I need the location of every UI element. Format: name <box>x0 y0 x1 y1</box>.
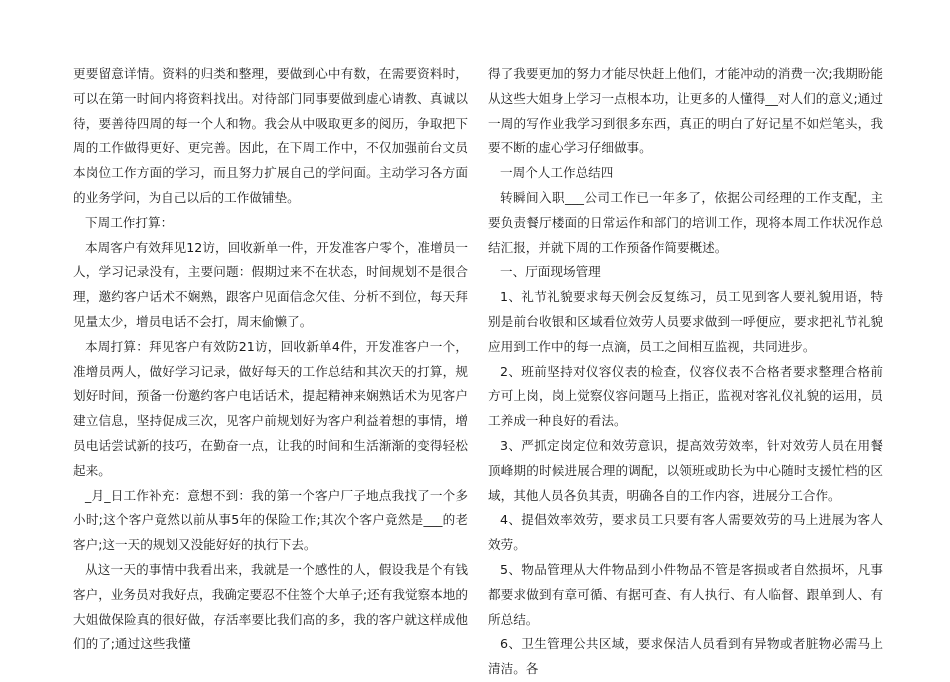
paragraph: _月_日工作补充：意想不到：我的第一个客户厂子地点我找了一个多小时;这个客户竟然以前从事5年的保险工作;其次个客户竟然是___的老客户;这一天的规划又没能好好的执行下去。 <box>73 487 468 553</box>
paragraph: 从这一天的事情中我看出来，我就是一个感性的人，假设我是个有钱客户，业务员对我好点，我确定要忍不住签个大单子;还有我觉察本地的大姐做保险真的很好做，存活率要比我们高的多，我的客户就这样成他们的了;通过这些我懂 <box>73 561 468 652</box>
list-item: 6、卫生管理公共区域，要求保洁人员看到有异物或者脏物必需马上清洁。各 <box>488 636 883 677</box>
list-item: 5、物品管理从大件物品到小件物品不管是客损或者自然损坏，凡事都要求做到有章可循、有据可查、有人执行、有人临督、跟单到人、有所总结。 <box>488 561 883 627</box>
paragraph: 更要留意详情。资料的归类和整理，要做到心中有数，在需要资料时，可以在第一时间内将资料找出。对待部门同事要做到虚心请教、真诚以待，要善待四周的每一个人和物。我会从中吸取更多的阅历，争取把下周的工作做得更好、更完善。因此，在下周工作中，不仅加强前台文员本岗位工作方面的学习，而且努力扩展自己的学问面。主动学习各方面的业务学问，为自己以后的工作做铺垫。 <box>73 66 468 205</box>
list-item: 4、提倡效率效劳，要求员工只要有客人需要效劳的马上进展为客人效劳。 <box>488 512 883 553</box>
paragraph: 下周工作打算： <box>85 214 174 230</box>
list-item: 2、班前坚持对仪容仪表的检查，仪容仪表不合格者要求整理合格前方可上岗，岗上觉察仪容问题马上指正，监视对客礼仪礼貌的运用，员工养成一种良好的看法。 <box>488 363 883 429</box>
paragraph: 得了我要更加的努力才能尽快赶上他们，才能冲动的消费一次;我期盼能从这些大姐身上学习一点根本功，让更多的人懂得__对人们的意义;通过一周的写作业我学习到很多东西，真正的明白了好记星不如烂笔头，我要不断的虚心学习仔细做事。 <box>488 66 883 156</box>
section-heading: 一周个人工作总结四 <box>500 165 614 181</box>
list-item: 3、严抓定岗定位和效劳意识，提高效劳效率，针对效劳人员在用餐顶峰期的时候进展合理的调配，以领班或助长为中心随时支援忙档的区域，其他人员各负其责，明确各自的工作内容，进展分工合作。 <box>488 437 883 503</box>
left-column <box>73 62 468 657</box>
paragraph: 转瞬间入职___公司工作已一年多了，依据公司经理的工作支配，主要负责餐厅楼面的日常运作和部门的培训工作，现将本周工作状况作总结汇报，并就下周的工作预备作简要概述。 <box>488 189 883 255</box>
paragraph: 本周打算：拜见客户有效防21访，回收新单4件，开发准客户一个，准增员两人，做好学习记录，做好每天的工作总结和其次天的打算，规划好时间，预备一份邀约客户电话话术，提起精神来娴熟话术为见客户建立信息，坚持促成三次，见客户前规划好为客户利益着想的事情，增员电话尝试新的技巧，在勤奋一点，让我的时间和生活渐渐的变得轻松起来。 <box>73 338 468 478</box>
right-column <box>488 62 883 682</box>
paragraph: 本周客户有效拜见12访，回收新单一件，开发准客户零个，准增员一人，学习记录没有，主要问题：假期过来不在状态，时间规划不是很合理，邀约客户话术不娴熟，跟客户见面信念欠佳、分析不到位，每天拜见量太少，增员电话不会打，周末偷懒了。 <box>73 239 468 329</box>
list-item: 1、礼节礼貌要求每天例会反复练习，员工见到客人要礼貌用语，特别是前台收银和区域看位效劳人员要求做到一呼便应，要求把礼节礼貌应用到工作中的每一点滴，员工之间相互监视，共同进步。 <box>488 289 883 354</box>
subsection-heading: 一、厅面现场管理 <box>500 264 601 280</box>
